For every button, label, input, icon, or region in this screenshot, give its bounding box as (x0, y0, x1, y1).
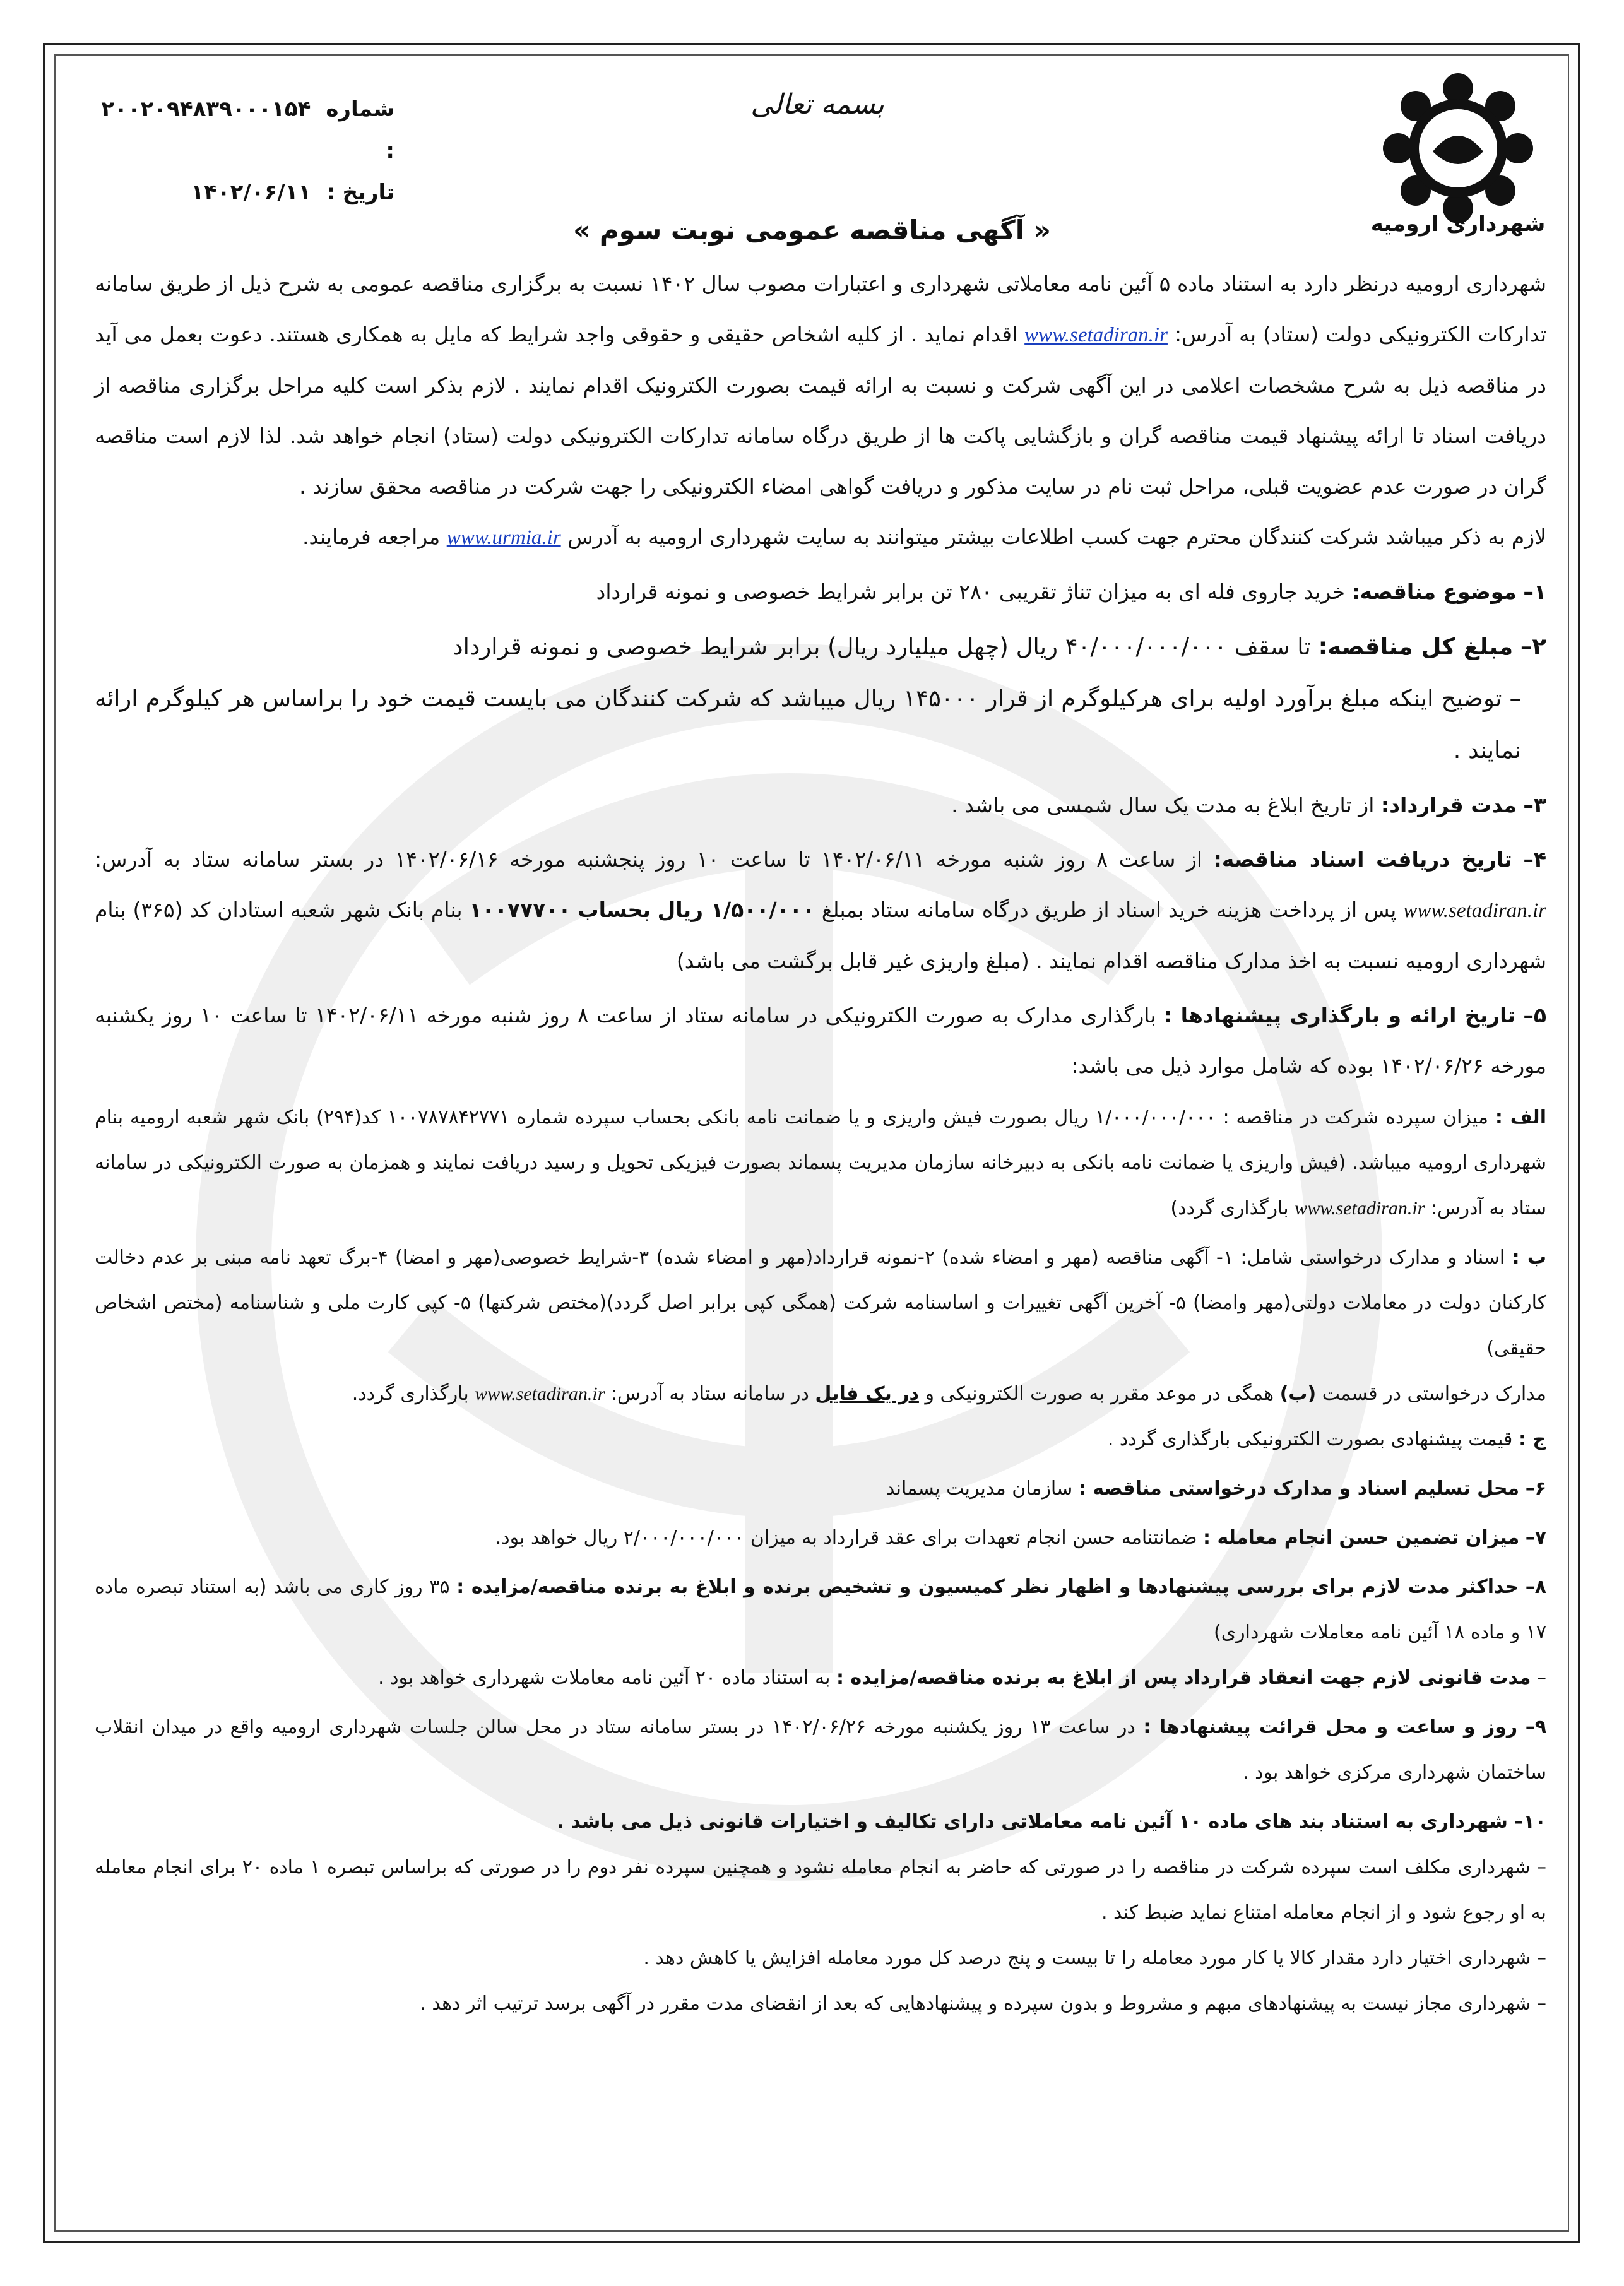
item-label: شهرداری به استناد بند های ماده ۱۰ آئین نامه معاملاتی دارای تکالیف و اختیارات قانونی ذیل می باشد . (557, 1811, 1508, 1833)
item-5-be (95, 1235, 1546, 1462)
basmala: بسمه تعالی (750, 88, 884, 121)
docs-text-b: همگی در موعد مقرر به صورت الکترونیکی و (925, 1383, 1274, 1405)
docs-be: (ب) (1279, 1383, 1317, 1405)
letter-number-row (101, 88, 394, 172)
letter-date-row (129, 172, 394, 213)
bullet: – (1537, 1947, 1546, 1969)
bullet-text: شهرداری اختیار دارد مقدار کالا یا کار مورد معامله را تا بیست و پنج درصد کل مورد معامله افزایش یا کاهش دهد . (643, 1947, 1531, 1969)
item-number: ۶– (1525, 1478, 1546, 1500)
date-value: ۱۴۰۲/۰۶/۱۱ (191, 180, 312, 205)
bullet: – (1537, 1856, 1546, 1878)
letter-meta (101, 88, 394, 213)
item-10-bullet-2 (95, 1936, 1546, 1981)
item-text: خرید جاروی فله ای به میزان تناژ تقریبی ۲۸۰ تن برابر شرایط خصوصی و نمونه قرارداد (596, 579, 1345, 604)
sub-label: ب : (1512, 1247, 1546, 1269)
item-text: بارگذاری مدارک به صورت الکترونیکی در سامانه ستاد از ساعت ۸ روز شنبه مورخه ۱۴۰۲/۰۶/۱۱ تا ساعت ۱۰ روز یکشنبه مورخه ۱۴۰۲/۰۶/۲۶ بوده که شامل موارد ذیل می باشد: (95, 1003, 1546, 1078)
item-5 (95, 990, 1546, 1091)
item-number: ۳– (1523, 793, 1546, 817)
item-label: موضوع مناقصه: (1351, 579, 1517, 604)
item-10 (95, 1799, 1546, 2027)
intro-text-a: شهرداری ارومیه درنظر دارد به استناد ماده ۵ آئین نامه معاملاتی شهرداری و اعتبارات مصوب سال ۱۴۰۲ نسبت به برگزاری مناقصه عمومی به شرح ذیل از طریق سامانه تدارکات الکترونیکی دولت (ستاد) به آدرس: (95, 271, 1547, 346)
item-label: حداکثر مدت لازم برای بررسی پیشنهادها و اظهار نظر کمیسیون و تشخیص برنده و ابلاغ به برنده مناقصه/مزایده : (456, 1576, 1519, 1598)
intro2-text-a: لازم به ذکر میباشد شرکت کنندگان محترم جهت کسب اطلاعات بیشتر میتوانند به سایت شهرداری ارومیه به آدرس (567, 524, 1546, 549)
item-text: در ساعت ۱۳ روز یکشنبه مورخه ۱۴۰۲/۰۶/۲۶ در بستر سامانه ستاد در محل سالن جلسات شهرداری ارومیه واقع در میدان انقلاب ساختمان شهرداری مرکزی خواهد بود . (95, 1716, 1546, 1784)
docs-text-d: بارگذاری گردد. (352, 1383, 469, 1405)
item-number: ۱– (1523, 579, 1546, 604)
item-text: از تاریخ ابلاغ به مدت یک سال شمسی می باشد . (951, 793, 1375, 817)
bullet-text: شهرداری مجاز نیست به پیشنهادهای مبهم و مشروط و بدون سپرده و پیشنهادهایی که بعد از انقضای مدت مقرر در آگهی برسد ترتیب اثر دهد . (420, 1993, 1531, 2015)
page-title: « آگهی مناقصه عمومی نوبت سوم » (573, 215, 1051, 246)
item-8-note (95, 1655, 1546, 1701)
item-text: تا سقف ۴۰/۰۰۰/۰۰۰/۰۰۰ ریال (چهل میلیارد ریال) برابر شرایط خصوصی و نمونه قرارداد (453, 633, 1311, 660)
item-2 (95, 621, 1546, 776)
docs-file: در یک فایل (815, 1383, 919, 1405)
item-text: ضمانتنامه حسن انجام تعهدات برای عقد قرارداد به میزان ۲/۰۰۰/۰۰۰/۰۰۰ ریال خواهد بود. (495, 1527, 1197, 1549)
item-text-c: بحساب (578, 897, 651, 922)
item-text: از ساعت ۸ روز شنبه مورخه ۱۴۰۲/۰۶/۱۱ تا ساعت ۱۰ روز پنجشنبه مورخه ۱۴۰۲/۰۶/۱۶ در بستر سامانه ستاد به آدرس: (95, 847, 1203, 872)
sub-text: میزان سپرده شرکت در مناقصه : ۱/۰۰۰/۰۰۰/۰۰۰ ریال بصورت فیش واریزی و یا ضمانت نامه بانکی بحساب سپرده شماره ۱۰۰۷۸۷۸۴۲۷۷۱ کد(۲۹۴) بانک شهر شعبه ارومیه بنام شهرداری ارومیه میباشد. (فیش واریزی یا ضمانت نامه بانکی به دبیرخانه سازمان مدیریت پسماند بصورت فیزیکی تحویل و رسید دریافت نمایند و همزمان به صورت الکترونیکی در سامانه ستاد به آدرس: (95, 1106, 1546, 1219)
note-label: مدت قانونی لازم جهت انعقاد قرارداد پس از ابلاغ به برنده مناقصه/مزایده : (836, 1667, 1531, 1689)
setadiran-link[interactable]: www.setadiran.ir (1403, 899, 1546, 922)
item-8 (95, 1565, 1546, 1701)
item-label: مبلغ کل مناقصه: (1318, 633, 1514, 660)
date-label: تاریخ : (326, 180, 394, 205)
org-name: شهرداری ارومیه (1370, 211, 1546, 237)
item-number: ۵– (1523, 1003, 1547, 1028)
item-label: میزان تضمین حسن انجام معامله : (1203, 1527, 1520, 1549)
urmia-link[interactable]: www.urmia.ir (446, 526, 561, 549)
setadiran-link[interactable]: www.setadiran.ir (1024, 324, 1168, 346)
docs-text-a: مدارک درخواستی در قسمت (1322, 1383, 1546, 1405)
item-number: ۴– (1523, 847, 1546, 872)
account-number: ۱۰۰۷۷۷۰۰ (469, 897, 571, 922)
item-text: ۳۵ روز کاری می باشد (به استناد تبصره ماده ۱۷ و ماده ۱۸ آئین نامه معاملات شهرداری) (95, 1576, 1546, 1643)
docs-text-c: در سامانه ستاد به آدرس: (610, 1383, 809, 1405)
bullet-text: شهرداری مکلف است سپرده شرکت در مناقصه را در صورتی که حاضر به انجام معامله نشود و همچنین سپرده نفر دوم را در صورتی که براساس تبصره ۱ ماده ۲۰ برای انجام معامله به او رجوع شود و از انجام معامله امتناع نماید ضبط کند . (95, 1856, 1546, 1924)
item-6 (95, 1466, 1546, 1512)
number-label: شماره : (326, 97, 394, 163)
item-10-bullet-1 (95, 1845, 1546, 1936)
sub-text: قیمت پیشنهادی بصورت الکترونیکی بارگذاری گردد . (1107, 1428, 1513, 1450)
bullet: – (1537, 1667, 1546, 1689)
sub-label: ج : (1518, 1428, 1546, 1450)
intro2-text-b: مراجعه فرمایند. (302, 524, 441, 549)
docs-note (95, 1371, 1546, 1417)
item-5-jim (95, 1417, 1546, 1462)
sub-label: الف : (1495, 1106, 1546, 1128)
item-text-b: پس از پرداخت هزینه خرید اسناد از طریق درگاه سامانه ستاد بمبلغ (821, 897, 1397, 922)
sub-text: اسناد و مدارک درخواستی شامل: ۱- آگهی مناقصه (مهر و امضاء شده) ۲-نمونه قرارداد(مهر و امضاء شده) ۳-شرایط خصوصی(مهر و امضا) ۴-برگ تعهد نامه مبنی بر عدم دخالت کارکنان دولت در معاملات دولتی(مهر وامضا) ۵- آخرین آگهی تغییرات و اساسنامه شرکت (همگی کپی برابر اصل گردد)(مختص شرکتها) ۵- کپی کارت ملی و شناسنامه (مختص اشخاص حقیقی) (95, 1247, 1546, 1359)
item-label: تاریخ ارائه و بارگذاری پیشنهادها : (1164, 1003, 1515, 1028)
item-number: ۸– (1525, 1576, 1547, 1598)
setadiran-link[interactable]: www.setadiran.ir (1295, 1198, 1425, 1219)
item-3 (95, 780, 1546, 831)
item-label: محل تسلیم اسناد و مدارک درخواستی مناقصه : (1078, 1478, 1520, 1500)
item-label: روز و ساعت و محل قرائت پیشنهادها : (1143, 1716, 1518, 1738)
number-value: ۲۰۰۲۰۹۴۸۳۹۰۰۰۱۵۴ (101, 97, 311, 122)
intro-paragraph-2 (95, 512, 1546, 563)
sub-text-b: بارگذاری گردد) (1170, 1197, 1289, 1219)
item-5-alef (95, 1095, 1546, 1231)
municipality-logo (1379, 69, 1537, 227)
item-text: سازمان مدیریت پسماند (886, 1478, 1073, 1500)
item-9 (95, 1705, 1546, 1796)
item-text-d: بنام بانک شهر شعبه استادان کد (۳۶۵) بنام شهرداری ارومیه نسبت به اخذ مدارک مناقصه اقدام نمایند . (مبلغ واریزی غیر قابل برگشت می باشد) (95, 897, 1546, 973)
announcement-body (95, 259, 1546, 2027)
note-text: به استناد ماده ۲۰ آئین نامه معاملات شهرداری خواهد بود . (378, 1667, 831, 1689)
intro-text-b: اقدام نماید . از کلیه اشخاص حقیقی و حقوقی واجد شرایط که مایل به همکاری هستند. دعوت بعمل می آید در مناقصه ذیل به شرح مشخصات اعلامی در این آگهی شرکت و نسبت به ارائه قیمت بصورت الکترونیک اقدام نمایند . لازم بذکر است کلیه مراحل برگزاری مناقصه از دریافت اسناد تا ارائه پیشنهاد قیمت مناقصه گران و بازگشایی پاکت ها از طریق درگاه سامانه تدارکات الکترونیکی دولت (ستاد) انجام خواهد شد. لذا لازم است مناقصه گران در صورت عدم عضویت قبلی، مراحل ثبت نام در سایت مذکور و دریافت گواهی امضاء الکترونیکی را جهت شرکت در مناقصه محقق سازند . (95, 322, 1546, 499)
item-2-note: – توضیح اینکه مبلغ برآورد اولیه برای هرکیلوگرم از قرار ۱۴۵۰۰۰ ریال میباشد که شرکت کنندگان می بایست قیمت خود را براساس هر کیلوگرم ارائه نمایند . (95, 685, 1521, 764)
item-label: مدت قرارداد: (1380, 793, 1517, 817)
item-7 (95, 1515, 1546, 1561)
item-label: تاریخ دریافت اسناد مناقصه: (1213, 847, 1512, 872)
item-number: ۲– (1520, 633, 1546, 660)
intro-paragraph (95, 259, 1546, 512)
bullet: – (1537, 1993, 1546, 2015)
item-number: ۱۰– (1514, 1811, 1546, 1833)
item-1 (95, 567, 1546, 617)
item-number: ۹– (1525, 1716, 1546, 1738)
item-4 (95, 834, 1546, 986)
item-10-bullet-3 (95, 1981, 1546, 2027)
item-number: ۷– (1525, 1527, 1546, 1549)
setadiran-link[interactable]: www.setadiran.ir (475, 1383, 605, 1404)
fee-amount: ۱/۵۰۰/۰۰۰ ریال (657, 897, 815, 922)
